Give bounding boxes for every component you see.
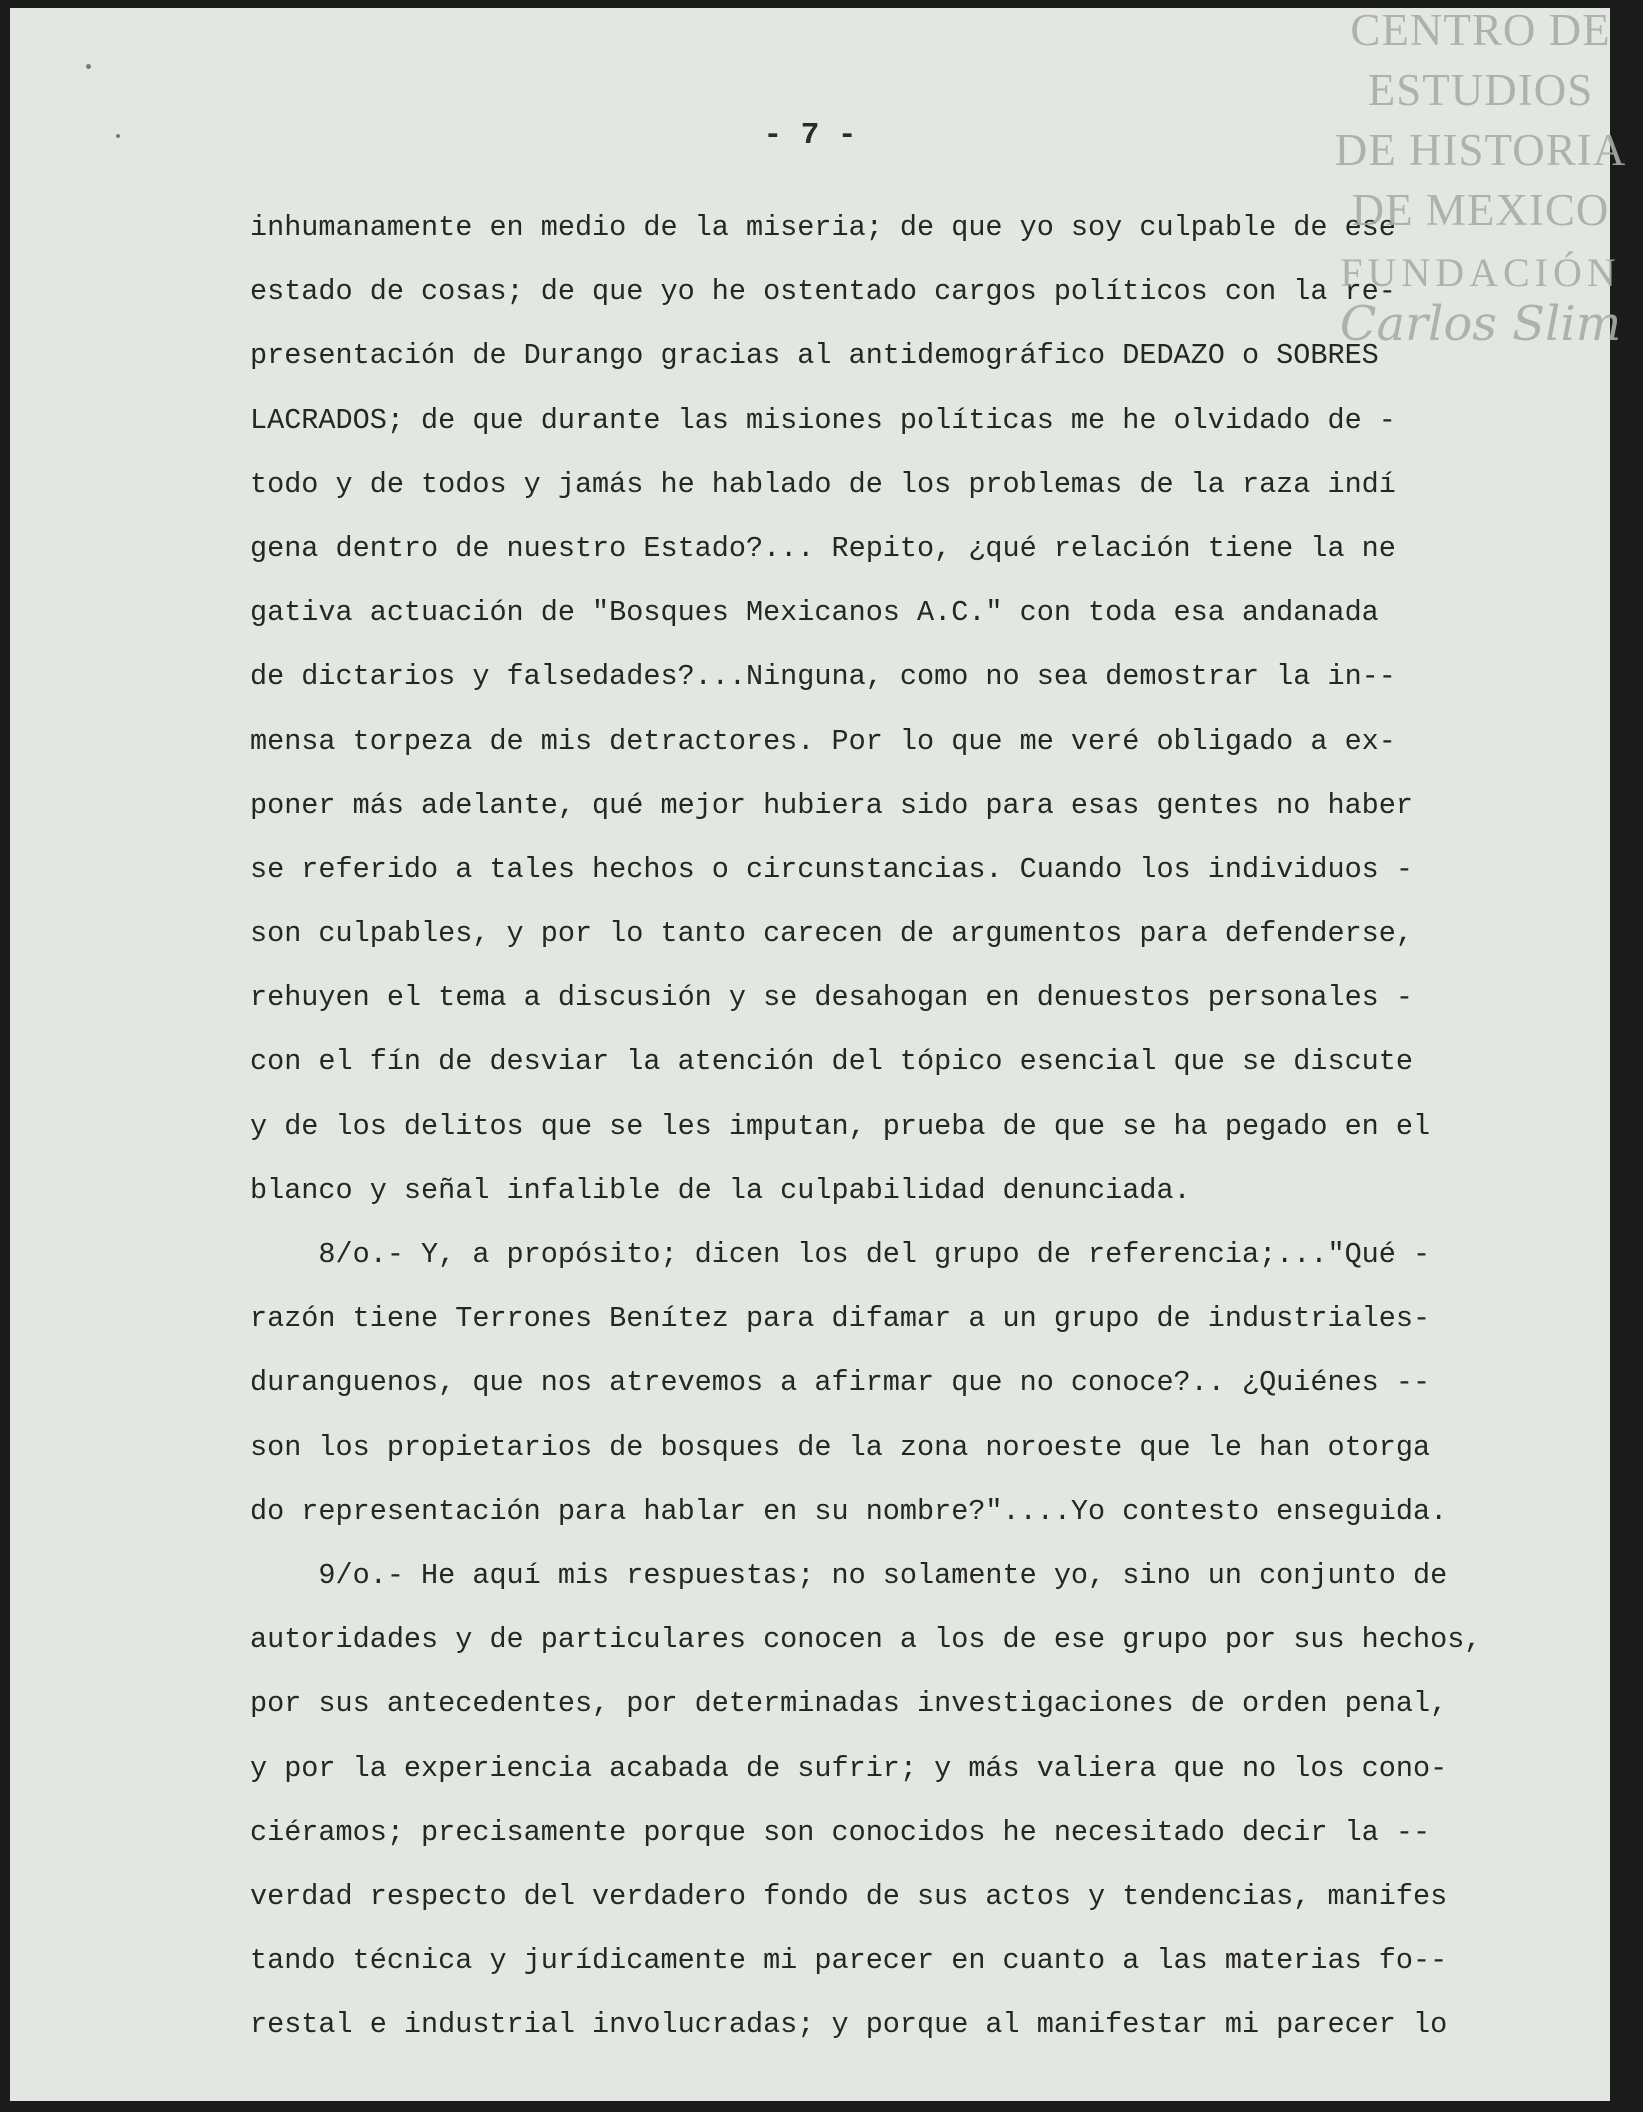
text-line: y de los delitos que se les imputan, prueba de que se ha pegado en el bbox=[250, 1109, 1431, 1143]
watermark-line: DE MEXICO bbox=[1351, 185, 1610, 235]
text-line: inhumanamente en medio de la miseria; de que yo soy culpable de ese bbox=[250, 211, 1396, 244]
text-line: restal e industrial involucradas; y porque al manifestar mi parecer lo bbox=[250, 2008, 1448, 2042]
text-line: rehuyen el tema a discusión y se desahogan en denuestos personales - bbox=[250, 981, 1413, 1015]
text-line: tando técnica y jurídicamente mi parecer en cuanto a las materias fo-- bbox=[250, 1944, 1448, 1978]
text-line: ciéramos; precisamente porque son conocidos he necesitado decir la -- bbox=[250, 1815, 1431, 1849]
typed-text-body bbox=[250, 196, 1600, 2057]
text-line: por sus antecedentes, por determinadas investigaciones de orden penal, bbox=[250, 1687, 1448, 1721]
text-line: con el fín de desviar la atención del tópico esencial que se discute bbox=[250, 1045, 1413, 1079]
text-line: 9/o.- He aquí mis respuestas; no solamente yo, sino un conjunto de bbox=[250, 1558, 1448, 1592]
text-line: gena dentro de nuestro Estado?... Repito, ¿qué relación tiene la ne bbox=[250, 531, 1396, 565]
text-line: gativa actuación de "Bosques Mexicanos A.C." con toda esa andanada bbox=[250, 596, 1379, 630]
text-line: LACRADOS; de que durante las misiones políticas me he olvidado de - bbox=[250, 403, 1396, 437]
text-line: estado de cosas; de que yo he ostentado cargos políticos con la re- bbox=[250, 275, 1396, 309]
text-line: razón tiene Terrones Benítez para difamar a un grupo de industriales- bbox=[250, 1302, 1431, 1336]
text-line: se referido a tales hechos o circunstancias. Cuando los individuos - bbox=[250, 852, 1413, 886]
text-line: blanco y señal infalible de la culpabilidad denunciada. bbox=[250, 1173, 1191, 1207]
page-number: - 7 - bbox=[763, 118, 857, 153]
text-line: autoridades y de particulares conocen a los de ese grupo por sus hechos, bbox=[250, 1623, 1482, 1657]
text-line: todo y de todos y jamás he hablado de los problemas de la raza indí bbox=[250, 467, 1396, 501]
text-line: duranguenos, que nos atrevemos a afirmar que no conoce?.. ¿Quiénes -- bbox=[250, 1366, 1431, 1400]
text-line: son culpables, y por lo tanto carecen de argumentos para defenderse, bbox=[250, 917, 1413, 951]
text-line: de dictarios y falsedades?...Ninguna, como no sea demostrar la in-- bbox=[250, 660, 1396, 694]
watermark-line: CENTRO DE bbox=[1350, 5, 1611, 55]
archive-watermark bbox=[1318, 0, 1643, 410]
text-line: mensa torpeza de mis detractores. Por lo que me veré obligado a ex- bbox=[250, 724, 1396, 758]
paper-speck bbox=[86, 64, 91, 69]
text-line: poner más adelante, qué mejor hubiera sido para esas gentes no haber bbox=[250, 788, 1413, 822]
text-line: y por la experiencia acabada de sufrir; y más valiera que no los cono- bbox=[250, 1751, 1448, 1785]
watermark-line: DE HISTORIA bbox=[1334, 125, 1627, 175]
watermark-signature: Carlos Slim bbox=[1339, 296, 1622, 352]
text-line: presentación de Durango gracias al antidemográfico DEDAZO o SOBRES bbox=[250, 339, 1379, 373]
watermark-fundacion: FUNDACIÓN bbox=[1340, 250, 1621, 295]
text-line: son los propietarios de bosques de la zona noroeste que le han otorga bbox=[250, 1430, 1431, 1464]
text-line: 8/o.- Y, a propósito; dicen los del grupo de referencia;..."Qué - bbox=[250, 1238, 1431, 1271]
text-line: do representación para hablar en su nombre?"....Yo contesto enseguida. bbox=[250, 1494, 1448, 1528]
text-line: verdad respecto del verdadero fondo de sus actos y tendencias, manifes bbox=[250, 1879, 1448, 1913]
watermark-line: ESTUDIOS bbox=[1367, 65, 1594, 115]
